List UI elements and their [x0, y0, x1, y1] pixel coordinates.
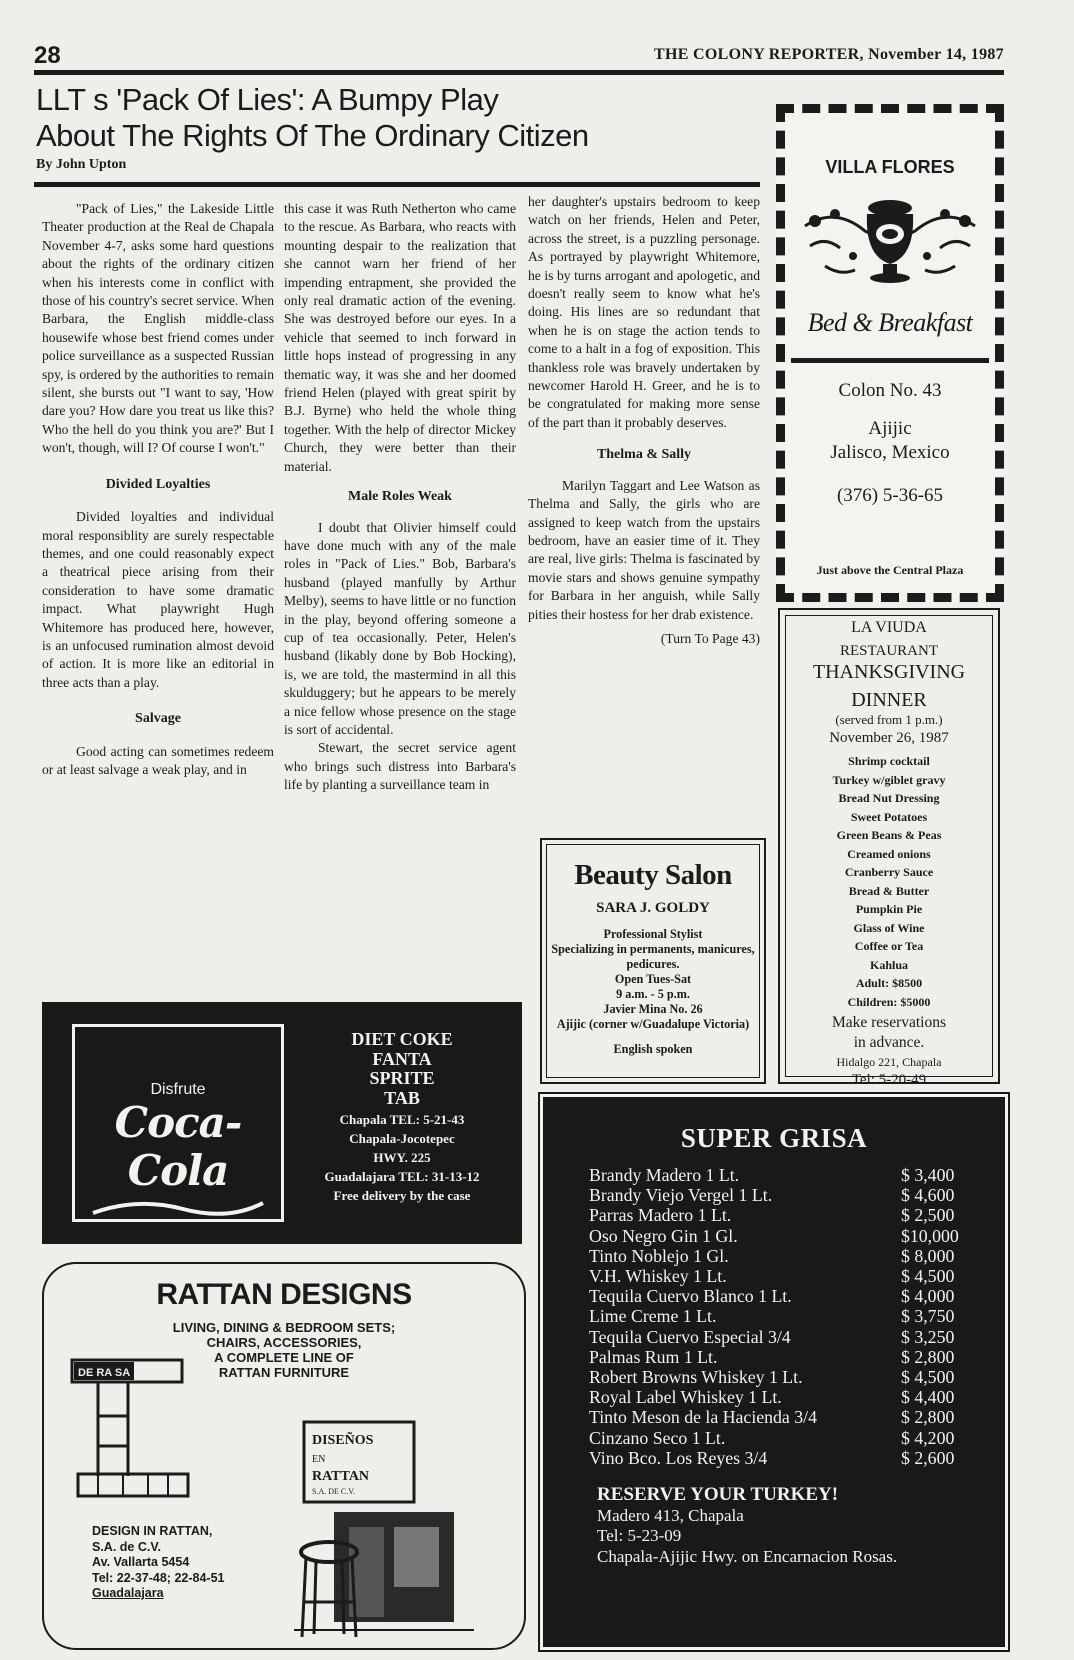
villa-phone: (376) 5-36-65	[836, 485, 944, 506]
top-rule	[34, 70, 1004, 75]
paragraph: "Pack of Lies," the Lakeside Little Theater production at the Real de Chapala November 4-7, asks some hard questions about the rights of the ordinary citizen when his interests come in conflict with those of his country's secret service. When Barbara, the English middle-class housewife whose best friend comes under police surveillance as a suspected Russian spy, is ordered by the authorities to remain silent, she bursts out "I want to say, 'How dare you? How dare you treat us like this? Who the hell do you think you are?' But I won't, though, will I? Of course I won't."	[42, 201, 274, 456]
rattan-address	[92, 1524, 224, 1602]
villa-address-3: Jalisco, Mexico	[830, 442, 950, 463]
viuda-dinner: DINNER	[851, 689, 927, 711]
svg-text:DISEÑOS: DISEÑOS	[312, 1433, 374, 1448]
price-row	[589, 1185, 969, 1205]
item-name: Robert Browns Whiskey 1 Lt.	[589, 1367, 803, 1388]
price-row	[589, 1347, 969, 1367]
chapala-phone: Chapala TEL: 5-21-43	[339, 1112, 465, 1127]
item-name: Oso Negro Gin 1 Gl.	[589, 1225, 738, 1246]
rattan-sub-line: LIVING, DINING & BEDROOM SETS;	[172, 1320, 396, 1335]
price-row	[589, 1286, 969, 1306]
item-name: Lime Creme 1 Lt.	[589, 1306, 717, 1327]
villa-flores-name: VILLA FLORES	[825, 157, 955, 177]
svg-text:RATTAN: RATTAN	[312, 1469, 370, 1484]
rattan-title: RATTAN DESIGNS	[156, 1278, 412, 1311]
coca-cola-ad	[42, 1002, 522, 1244]
salon-line: Professional Stylist	[603, 927, 703, 941]
item-name: Tinto Noblejo 1 Gl.	[589, 1245, 729, 1266]
price-row	[589, 1387, 969, 1407]
reserve-turkey: RESERVE YOUR TURKEY!	[597, 1484, 839, 1505]
viuda-name: LA VIUDA	[851, 619, 927, 636]
subheading: Salvage	[135, 711, 181, 727]
continued-note: (Turn To Page 43)	[660, 630, 760, 646]
item-price: $ 8,000	[901, 1245, 955, 1266]
product-item: TAB	[384, 1087, 420, 1108]
price-row	[589, 1266, 969, 1286]
item-price: $ 4,500	[901, 1367, 955, 1388]
dynamic-ribbon-icon	[88, 1195, 268, 1221]
menu-item: Glass of Wine	[853, 920, 925, 935]
rattan-designs-ad	[42, 1262, 526, 1650]
coca-cola-script: Coca-Cola	[114, 1098, 242, 1195]
menu-item: Pumpkin Pie	[855, 902, 923, 916]
villa-flores-ad	[776, 104, 1004, 602]
salon-line: Javier Mina No. 26	[603, 1002, 703, 1016]
menu-item: Turkey w/giblet gravy	[832, 772, 946, 787]
grisa-footer	[597, 1485, 897, 1567]
item-name: Brandy Madero 1 Lt.	[589, 1165, 740, 1185]
menu-item: Coffee or Tea	[854, 939, 924, 953]
item-price: $ 2,800	[901, 1407, 955, 1428]
salon-title: Beauty Salon	[574, 859, 732, 891]
rattan-sub-line: CHAIRS, ACCESSORIES,	[206, 1335, 362, 1350]
inner-border	[546, 844, 760, 1078]
price-row	[589, 1226, 969, 1246]
grisa-phone: Tel: 5-23-09	[597, 1526, 682, 1545]
viuda-thanksgiving: THANKSGIVING	[812, 661, 966, 683]
byline: By John Upton	[36, 157, 127, 172]
price-row	[589, 1327, 969, 1347]
la-viuda-ad	[778, 608, 1000, 1088]
villa-address-1: Colon No. 43	[838, 380, 942, 401]
villa-note: Just above the Central Plaza	[816, 563, 964, 577]
rattan-addr-line: Av. Vallarta 5454	[92, 1555, 190, 1569]
salon-english: English spoken	[613, 1042, 693, 1056]
rattan-sub-line: RATTAN FURNITURE	[218, 1365, 350, 1380]
highway: HWY. 225	[373, 1150, 431, 1165]
salon-line: Specializing in permanents, manicures, pedicures.	[551, 942, 755, 971]
item-name: Parras Madero 1 Lt.	[589, 1205, 732, 1226]
paragraph: I doubt that Olivier himself could have done much with any of the male roles in "Pack of Lies." Bob, Barbara's husband (played manfully by Arthur Melby), seems to have little or no function in the play, beyond offering someone a cup of tea occasionally. Peter, Helen's husband (likably done by Bob Hocking), is, we are told, the mastermind in all this skulduggery; but he appears to be merely a nice fellow whose presence on the stage is sort of accidental.	[284, 519, 516, 737]
item-price: $ 2,800	[901, 1346, 955, 1367]
viuda-reserve-1: Make reservations	[831, 1014, 947, 1031]
item-name: Tequila Cuervo Blanco 1 Lt.	[589, 1286, 792, 1307]
subheading: Male Roles Weak	[348, 489, 452, 505]
menu-item: Bread Nut Dressing	[838, 791, 940, 805]
item-price: $ 3,400	[901, 1165, 955, 1185]
item-price: $ 4,600	[901, 1185, 955, 1206]
menu-item: Bread & Butter	[848, 883, 930, 898]
item-name: Tinto Meson de la Hacienda 3/4	[589, 1407, 817, 1428]
item-name: Brandy Viejo Vergel 1 Lt.	[589, 1185, 773, 1206]
price-row	[589, 1165, 969, 1185]
coca-cola-info	[292, 1030, 512, 1205]
menu-item: Adult: $8500	[855, 976, 923, 990]
masthead: THE COLONY REPORTER, November 14, 1987	[654, 46, 1004, 63]
viuda-address: Hidalgo 221, Chapala	[836, 1055, 942, 1069]
product-item: SPRITE	[369, 1068, 435, 1088]
page-number: 28	[34, 42, 61, 69]
grisa-location: Chapala-Ajijic Hwy. on Encarnacion Rosas.	[597, 1546, 898, 1566]
headline-line-1: LLT s 'Pack Of Lies': A Bumpy Play	[36, 82, 499, 117]
svg-text:EN: EN	[312, 1454, 326, 1465]
headline-rule	[34, 182, 760, 187]
paragraph: her daughter's upstairs bedroom to keep watch on her friends, Helen and Peter, across the street, is a puzzling personage. As portrayed by playwright Whitemore, he is by turns arrogant and apologetic, and doesn't really seem to know what he's doing. His lines are so redundant that when he is on stage the action tends to come to a halt in a fog of exposition. This thankless role was bravely undertaken by newcomer Harold H. Greer, and he is to be congratulated for making more sense of the part than it probably deserves.	[528, 194, 760, 430]
price-row	[589, 1407, 969, 1427]
item-price: $10,000	[901, 1225, 959, 1246]
product-item: DIET COKE	[351, 1029, 453, 1049]
item-name: Royal Label Whiskey 1 Lt.	[589, 1387, 782, 1408]
item-price: $ 4,200	[901, 1427, 955, 1448]
paragraph: Good acting can sometimes redeem or at least salvage a weak play, and in	[42, 743, 274, 777]
price-row	[589, 1448, 969, 1468]
viuda-phone: Tel: 5-20-49	[851, 1072, 927, 1088]
price-row	[589, 1246, 969, 1266]
item-name: Cinzano Seco 1 Lt.	[589, 1427, 726, 1448]
price-row	[589, 1205, 969, 1225]
viuda-served: (served from 1 p.m.)	[835, 712, 943, 727]
paragraph: Divided loyalties and individual moral responsiblity are surely respectable themes, and one could reasonably expect a theatrical piece arising from their consideration to have some dramatic impact. What playwright Hugh Whitemore has produced here, however, is an unfocused rumination almost devoid of action. It is more like an editorial in three acts than a play.	[42, 509, 274, 690]
bed-and-breakfast-script: Bed & Breakfast	[807, 308, 973, 337]
grisa-title: SUPER GRISA	[680, 1123, 868, 1153]
subheading: Thelma & Sally	[596, 447, 692, 463]
item-name: Vino Bco. Los Reyes 3/4	[589, 1447, 768, 1468]
beauty-salon-ad	[540, 838, 766, 1084]
menu-item: Shrimp cocktail	[848, 754, 930, 768]
item-price: $ 2,500	[901, 1205, 955, 1226]
storefront-photo-icon	[294, 1412, 474, 1644]
inner-border	[785, 615, 993, 1077]
super-grisa-ad	[540, 1094, 1008, 1650]
rattan-furniture-icon	[68, 1356, 198, 1506]
salon-owner: SARA J. GOLDY	[596, 900, 710, 916]
rattan-addr-line: Guadalajara	[92, 1586, 164, 1600]
item-name: Tequila Cuervo Especial 3/4	[589, 1326, 791, 1347]
item-price: $ 4,000	[901, 1286, 955, 1307]
sign-text: DE RA SA	[78, 1367, 131, 1379]
divider	[791, 358, 989, 363]
rattan-addr-line: S.A. de C.V.	[92, 1539, 162, 1554]
subheading: Divided Loyalties	[105, 476, 211, 492]
coca-cola-logo	[72, 1024, 284, 1222]
product-item: FANTA	[372, 1048, 432, 1069]
item-price: $ 3,250	[901, 1326, 955, 1347]
viuda-reserve-2: in advance.	[853, 1034, 925, 1051]
paragraph: Marilyn Taggart and Lee Watson as Thelma and Sally, the girls who are assigned to keep watch from the upstairs bedroom, have an easier time of it. They are real, live girls: Thelma is fascinated by movie stars and shows genuine sympathy for Barbara in her anguish, while Sally pities their hostess for her drab existence.	[528, 477, 760, 622]
villa-address-2: Ajijic	[868, 418, 912, 439]
route: Chapala-Jocotepec	[349, 1131, 455, 1146]
menu-item: Cranberry Sauce	[844, 865, 934, 879]
item-price: $ 3,750	[901, 1306, 955, 1327]
delivery-note: Free delivery by the case	[333, 1188, 471, 1203]
salon-line: Open Tues-Sat	[614, 972, 692, 986]
rattan-addr-line: Tel: 22-37-48; 22-84-51	[92, 1570, 225, 1585]
menu-item: Sweet Potatoes	[850, 809, 928, 824]
guadalajara-phone: Guadalajara TEL: 31-13-12	[324, 1169, 480, 1184]
menu-item: Green Beans & Peas	[836, 828, 942, 842]
viuda-restaurant: RESTAURANT	[840, 643, 938, 659]
item-name: V.H. Whiskey 1 Lt.	[589, 1266, 727, 1287]
viuda-date: November 26, 1987	[829, 730, 949, 746]
salon-line: 9 a.m. - 5 p.m.	[616, 987, 690, 1001]
menu-item: Children: $5000	[847, 994, 931, 1009]
item-price: $ 2,600	[901, 1447, 955, 1468]
rattan-sub-line: A COMPLETE LINE OF	[214, 1350, 354, 1365]
item-price: $ 4,400	[901, 1387, 955, 1408]
price-row	[589, 1367, 969, 1387]
svg-text:S.A. DE C.V.: S.A. DE C.V.	[312, 1487, 355, 1496]
article-headline	[36, 82, 726, 154]
menu-item: Creamed onions	[847, 846, 931, 861]
disfrute-label: Disfrute	[150, 1081, 206, 1098]
item-name: Palmas Rum 1 Lt.	[589, 1346, 718, 1367]
salon-line: Ajijic (corner w/Guadalupe Victoria)	[556, 1017, 750, 1031]
menu-item: Kahlua	[869, 957, 908, 972]
floral-urn-icon	[795, 186, 985, 296]
paragraph: this case it was Ruth Netherton who came to the rescue. As Barbara, who reacts with mounting despair to the realization that she cannot warn her friend of her impending entrapment, she provided the only real dramatic action of the evening. She was destroyed before our eyes. In a vehicle that seemed to inch forward in little hops instead of progressing in any thematic way, it was she and her doomed friend Helen (played with great spirit by B.J. Byrne) who held the whole thing together. With the help of director Mickey Church, they were better than their material.	[284, 201, 516, 474]
price-row	[589, 1428, 969, 1448]
paragraph: Stewart, the secret service agent who brings such distress into Barbara's life by planting a surveillance team in	[284, 740, 516, 793]
article-column-1	[42, 200, 274, 779]
price-list	[589, 1165, 969, 1468]
article-column-3	[528, 193, 760, 648]
price-row	[589, 1306, 969, 1326]
item-price: $ 4,500	[901, 1266, 955, 1287]
headline-line-2: About The Rights Of The Ordinary Citizen	[36, 118, 589, 153]
grisa-address: Madero 413, Chapala	[597, 1505, 744, 1525]
article-column-2	[284, 200, 516, 795]
rattan-addr-line: DESIGN IN RATTAN,	[92, 1524, 213, 1538]
